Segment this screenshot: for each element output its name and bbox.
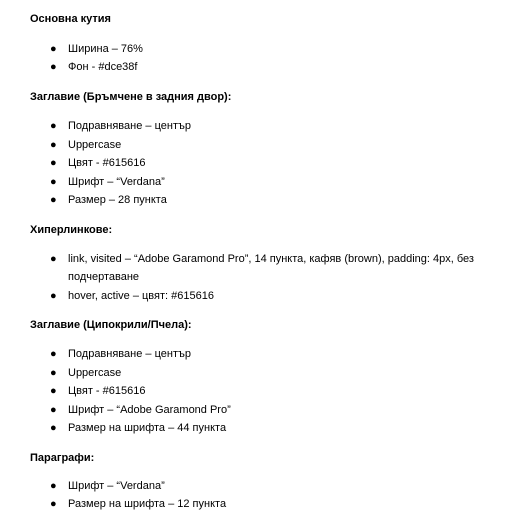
section-heading-hyperlinks: Хиперлинкове: [30,224,113,236]
bullet-icon: ● [50,367,57,379]
list-item-text: Подравняване – център [68,120,191,132]
bullet-icon: ● [50,480,57,492]
list-item-text: Uppercase [68,367,122,379]
bullet-icon: ● [50,43,57,55]
bullet-icon: ● [50,422,57,434]
section-heading-title-bee: Заглавие (Ципокрили/Пчела): [30,319,192,331]
bullet-icon: ● [50,404,57,416]
list-item-text: Фон - #dce38f [68,61,138,73]
bullet-icon: ● [50,139,57,151]
list-item-text: Цвят - #615616 [68,157,146,169]
list-item-text: Размер на шрифта – 12 пункта [68,498,227,510]
list-item-text: Размер – 28 пункта [68,194,167,206]
list-item-text: Подравняване – център [68,348,191,360]
bullet-icon: ● [50,385,57,397]
bullet-icon: ● [50,176,57,188]
bullet-icon: ● [50,290,57,302]
list-item-text: Uppercase [68,139,122,151]
list-item-text: Шрифт – “Verdana” [68,176,165,188]
list-item-text: hover, active – цвят: #615616 [68,290,214,302]
bullet-icon: ● [50,348,57,360]
section-heading-title-buzzing: Заглавие (Бръмчене в задния двор): [30,91,232,103]
list-item-text: Размер на шрифта – 44 пункта [68,422,227,434]
list-item-text: Ширина – 76% [68,43,143,55]
section-heading-paragraphs: Параграфи: [30,452,95,464]
bullet-icon: ● [50,157,57,169]
list-item-text: link, visited – “Adobe Garamond Pro”, 14 пункта, кафяв (brown), padding: 4px, без подчертаване [68,253,474,283]
bullet-icon: ● [50,253,57,265]
section-heading-main-box: Основна кутия [30,13,111,25]
list-item-text: Цвят - #615616 [68,385,146,397]
list-item-text: Шрифт – “Adobe Garamond Pro” [68,404,231,416]
bullet-icon: ● [50,498,57,510]
bullet-icon: ● [50,120,57,132]
bullet-icon: ● [50,194,57,206]
list-item-text: Шрифт – “Verdana” [68,480,165,492]
bullet-icon: ● [50,61,57,73]
